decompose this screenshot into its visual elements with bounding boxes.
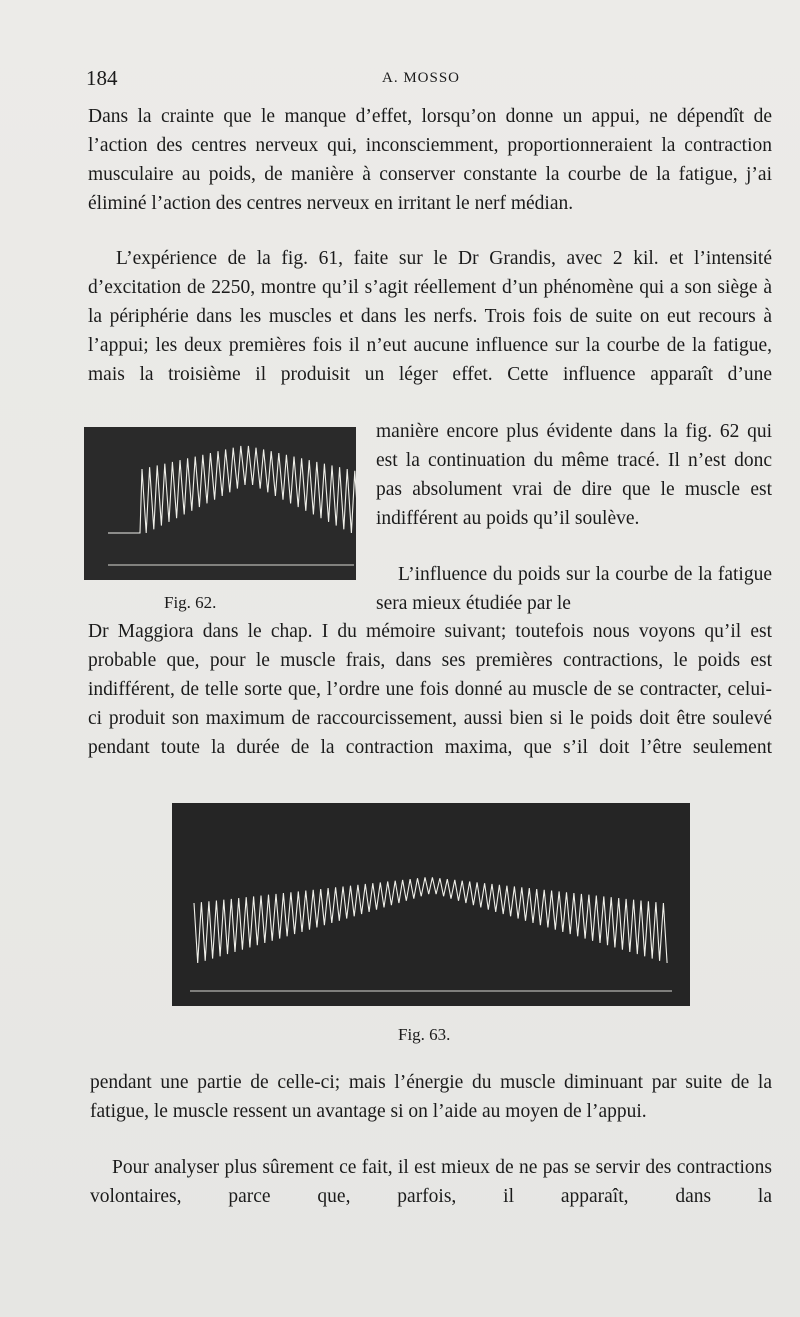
running-header bbox=[86, 66, 770, 96]
paragraph-3-full-width: Dr Maggiora dans le chap. I du mémoire suivant; toutefois nous voyons qu’il est probable que, pour le muscle frais, dans ses premières contractions, le poids est indifférent, de telle sorte que, l’ordre une fois donné au muscle de se contracter, celui-ci produit son maximum de raccourcissement, aussi bien si le poids doit être soulevé pendant toute la durée de la contraction maxima, que s’il doit l’être seulement bbox=[88, 621, 772, 758]
fig63-svg bbox=[172, 803, 690, 1006]
paragraph-1: Dans la crainte que le manque d’effet, lorsqu’on donne un appui, ne dépendît de l’action des centres nerveux qui, inconsciemment, proportionneraient la contraction musculaire au poids, de manière à conserver constante la courbe de la fatigue, j’ai éliminé l’action des centres nerveux en irritant le nerf médian. bbox=[88, 106, 772, 214]
page-number: 184 bbox=[86, 66, 118, 90]
paragraph-3-wrapped: L’influence du poids sur la courbe de la fatigue sera mieux étudiée par le bbox=[376, 564, 772, 614]
paragraph-2-full-width: L’expérience de la fig. 61, faite sur le Dr Grandis, avec 2 kil. et l’intensité d’excitation de 2250, montre qu’il s’agit réellement d’un phénomène qui a son siège à la périphérie dans les muscles et dans les nerfs. Trois fois de suite on eut recours à l’appui; les deux premières fois il n’eut aucune influence sur la courbe de la fatigue, mais la troisième il produisit un léger effet. Cette influence apparaît d’une bbox=[88, 248, 772, 385]
fig63-trace-line bbox=[194, 877, 667, 963]
figure-62-caption: Fig. 62. bbox=[164, 593, 217, 612]
paragraph-2-wrapped: manière encore plus évidente dans la fig. 62 qui est la continuation du même tracé. Il n’est donc pas absolument vrai de dire que le muscle est indifférent au poids qu’il soulève. bbox=[376, 421, 772, 529]
fig62-trace-line bbox=[108, 446, 356, 541]
figure-63-caption: Fig. 63. bbox=[398, 1025, 451, 1044]
paragraph-4: pendant une partie de celle-ci; mais l’énergie du muscle diminuant par suite de la fatigue, le muscle ressent un avantage si on l’aide au moyen de l’appui. bbox=[90, 1072, 772, 1122]
fig62-svg bbox=[84, 427, 356, 580]
figure-63-tracing bbox=[172, 803, 690, 1006]
paragraph-5: Pour analyser plus sûrement ce fait, il est mieux de ne pas se servir des contractions volontaires, parce que, parfois, il apparaît, dans la bbox=[90, 1157, 772, 1207]
figure-62-tracing bbox=[84, 427, 356, 580]
running-title-author: A. MOSSO bbox=[382, 70, 461, 86]
